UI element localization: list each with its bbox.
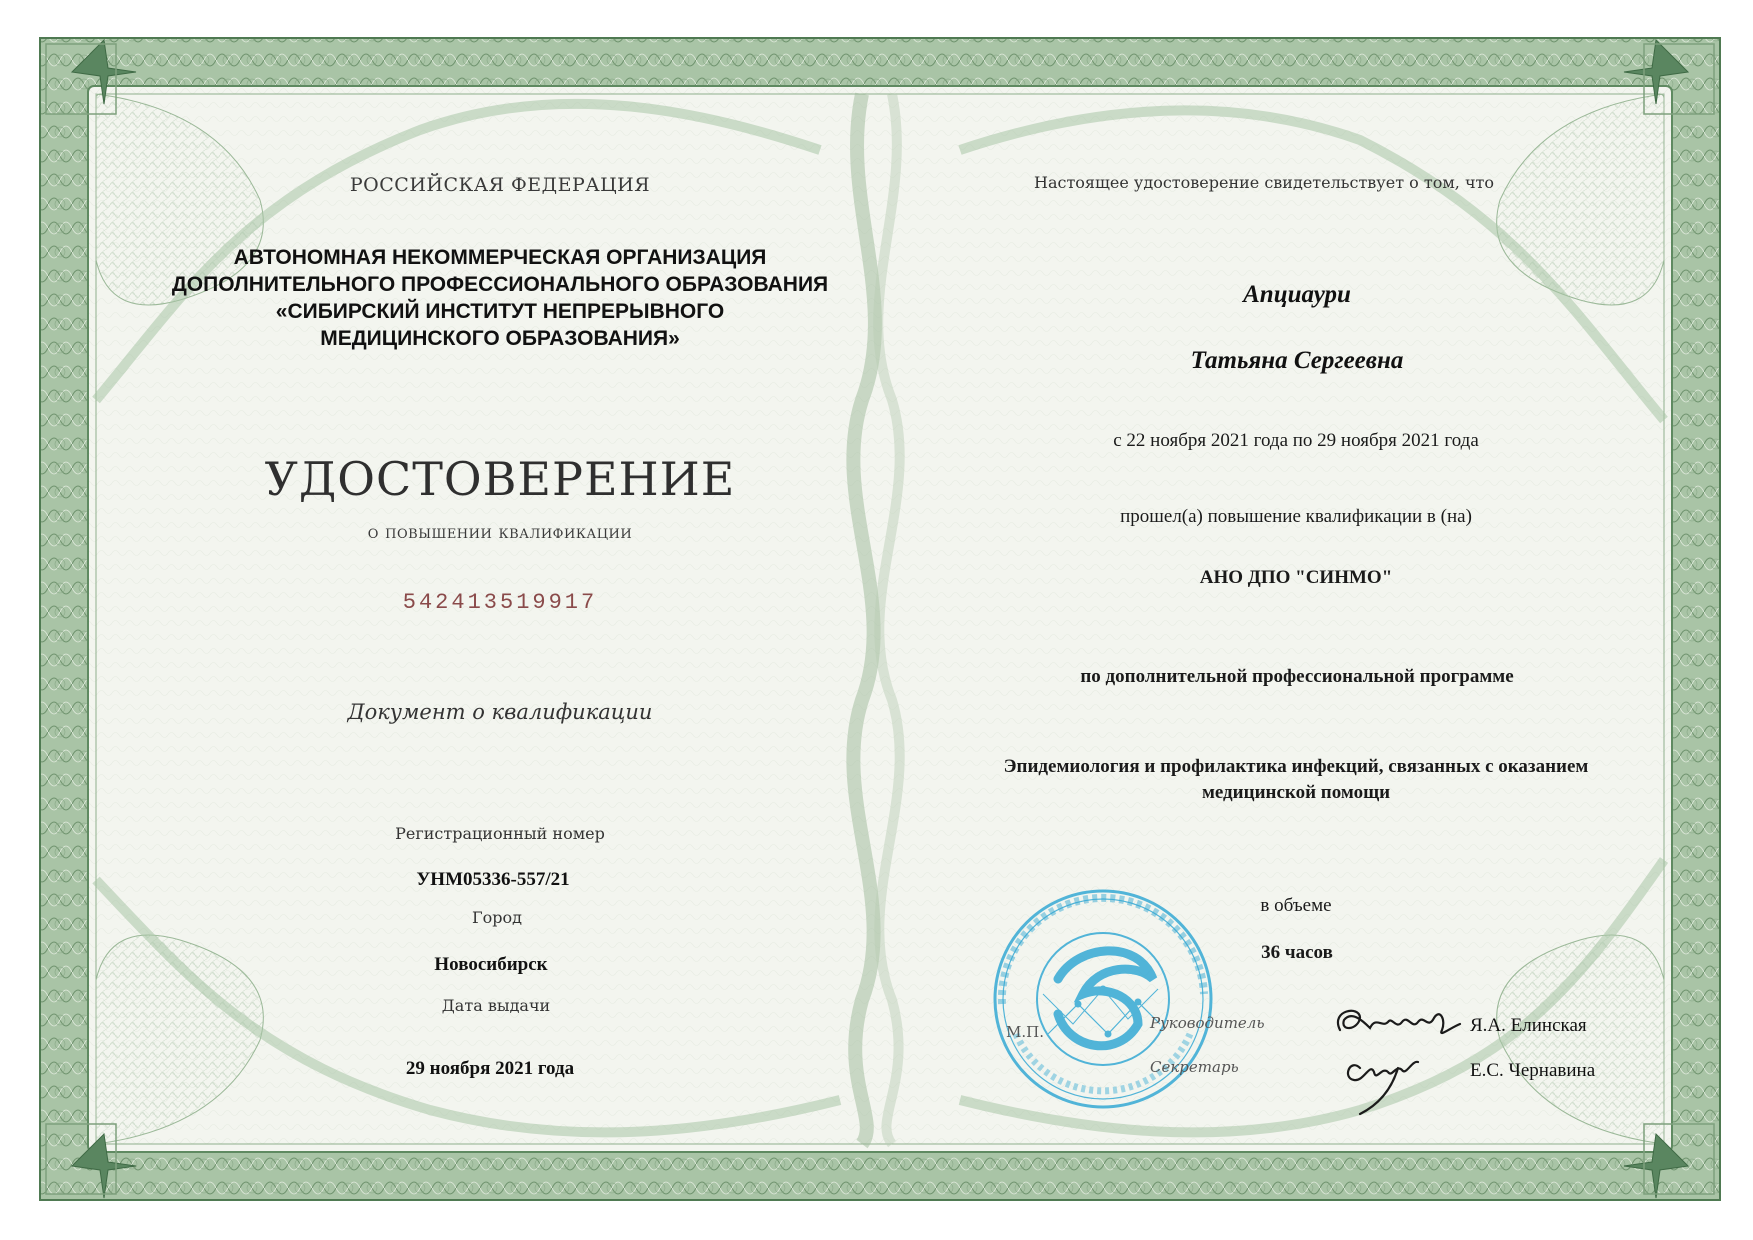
city-label: Город: [472, 908, 522, 927]
volume-label: в объеме: [1260, 895, 1332, 916]
program-name-line: Эпидемиология и профилактика инфекций, связанных с оказанием: [1003, 756, 1589, 777]
program-name-line: медицинской помощи: [1201, 782, 1391, 803]
completion-statement: прошел(а) повышение квалификации в (на): [1120, 506, 1472, 527]
organization-line: АВТОНОМНАЯ НЕКОММЕРЧЕСКАЯ ОРГАНИЗАЦИЯ: [233, 246, 767, 269]
holder-surname: Апциаури: [1243, 281, 1351, 308]
seal-place-label: М.П.: [1006, 1023, 1044, 1041]
secretary-name: Е.С. Чернавина: [1470, 1060, 1596, 1081]
program-name: [916, 754, 1676, 806]
document-subtitle: о повышении квалификации: [367, 522, 633, 543]
handwritten-signature-icon: [1330, 1048, 1440, 1118]
handwritten-signature-icon: [1330, 1000, 1470, 1050]
registration-number-value: УНМ05336-557/21: [416, 869, 570, 890]
head-name: Я.А. Елинская: [1470, 1015, 1587, 1036]
training-period: с 22 ноября 2021 года по 29 ноября 2021 года: [1113, 430, 1479, 451]
head-role-label: Руководитель: [1150, 1014, 1265, 1032]
secretary-role-label: Секретарь: [1150, 1058, 1239, 1076]
certifies-intro: Настоящее удостоверение свидетельствует о том, что: [1033, 173, 1495, 192]
country-name: РОССИЙСКАЯ ФЕДЕРАЦИЯ: [349, 174, 651, 196]
holder-given-names: Татьяна Сергеевна: [1190, 347, 1404, 374]
document-title: УДОСТОВЕРЕНИЕ: [264, 452, 736, 506]
organization-line: «СИБИРСКИЙ ИНСТИТУТ НЕПРЕРЫВНОГО: [275, 300, 725, 323]
organization-name: [150, 244, 850, 352]
institution-name: АНО ДПО "СИНМО": [1199, 567, 1393, 588]
city-value: Новосибирск: [434, 954, 548, 975]
round-seal-icon: [988, 884, 1218, 1114]
volume-value: 36 часов: [1261, 942, 1333, 963]
issue-date-value: 29 ноября 2021 года: [405, 1058, 575, 1079]
registration-number-label: Регистрационный номер: [395, 824, 605, 843]
program-label: по дополнительной профессиональной программе: [1080, 666, 1514, 687]
organization-line: ДОПОЛНИТЕЛЬНОГО ПРОФЕССИОНАЛЬНОГО ОБРАЗОВАНИЯ: [171, 273, 829, 296]
issue-date-label: Дата выдачи: [441, 996, 551, 1015]
document-kind: Документ о квалификации: [347, 700, 653, 724]
organization-line: МЕДИЦИНСКОГО ОБРАЗОВАНИЯ»: [320, 327, 680, 350]
serial-number: 542413519917: [402, 590, 598, 615]
